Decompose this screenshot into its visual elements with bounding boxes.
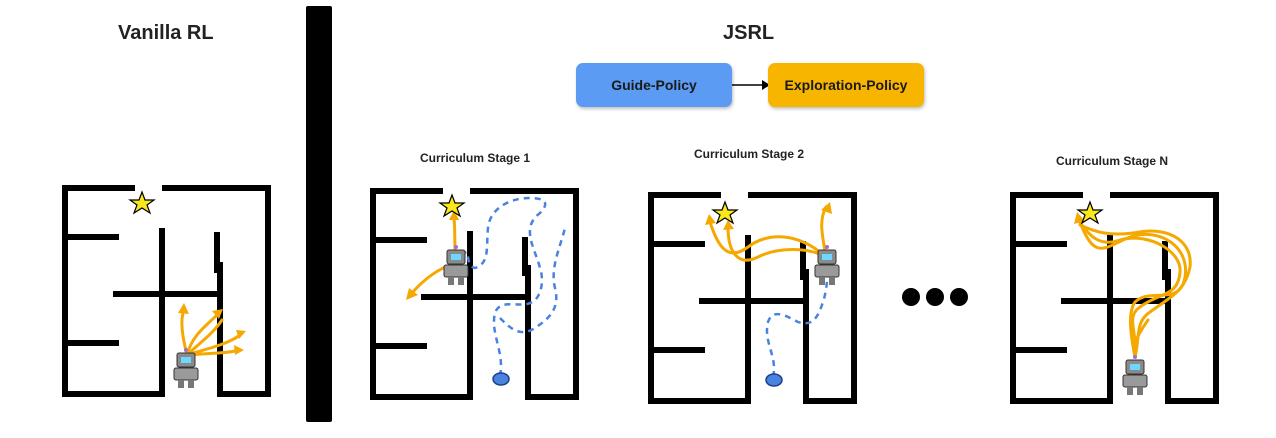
vanilla-rl-title: Vanilla RL — [118, 22, 214, 44]
blue-dashed-trajectory — [465, 198, 565, 376]
maze-stage-2 — [648, 192, 860, 404]
panel-divider — [306, 6, 332, 422]
ellipsis-dot — [950, 288, 968, 306]
maze-stage-1 — [370, 188, 582, 400]
ellipsis-dot — [902, 288, 920, 306]
star-icon — [713, 202, 737, 223]
policy-arrow — [732, 78, 772, 92]
star-icon — [130, 192, 154, 213]
maze-walls — [1013, 195, 1216, 401]
jsrl-title: JSRL — [723, 22, 775, 44]
exploration-policy-box: Exploration-Policy — [768, 63, 924, 107]
trajectory-paths — [1078, 220, 1190, 357]
maze-walls — [65, 188, 268, 394]
start-marker-icon — [493, 373, 509, 385]
start-marker-icon — [766, 374, 782, 386]
ellipsis-dot — [926, 288, 944, 306]
guide-policy-box: Guide-Policy — [576, 63, 732, 107]
stage-2-label: Curriculum Stage 2 — [694, 147, 805, 161]
maze-walls — [373, 191, 576, 397]
stage-n-label: Curriculum Stage N — [1056, 154, 1169, 168]
maze-stage-n — [1010, 192, 1222, 404]
robot-icon — [444, 245, 468, 285]
ellipsis-icon — [902, 288, 968, 306]
trajectory-paths — [182, 310, 240, 355]
robot-icon — [1123, 355, 1147, 395]
maze-vanilla — [62, 185, 274, 397]
robot-icon — [815, 245, 839, 285]
robot-icon — [174, 348, 198, 388]
star-icon — [440, 195, 464, 216]
stage-1-label: Curriculum Stage 1 — [420, 151, 531, 165]
